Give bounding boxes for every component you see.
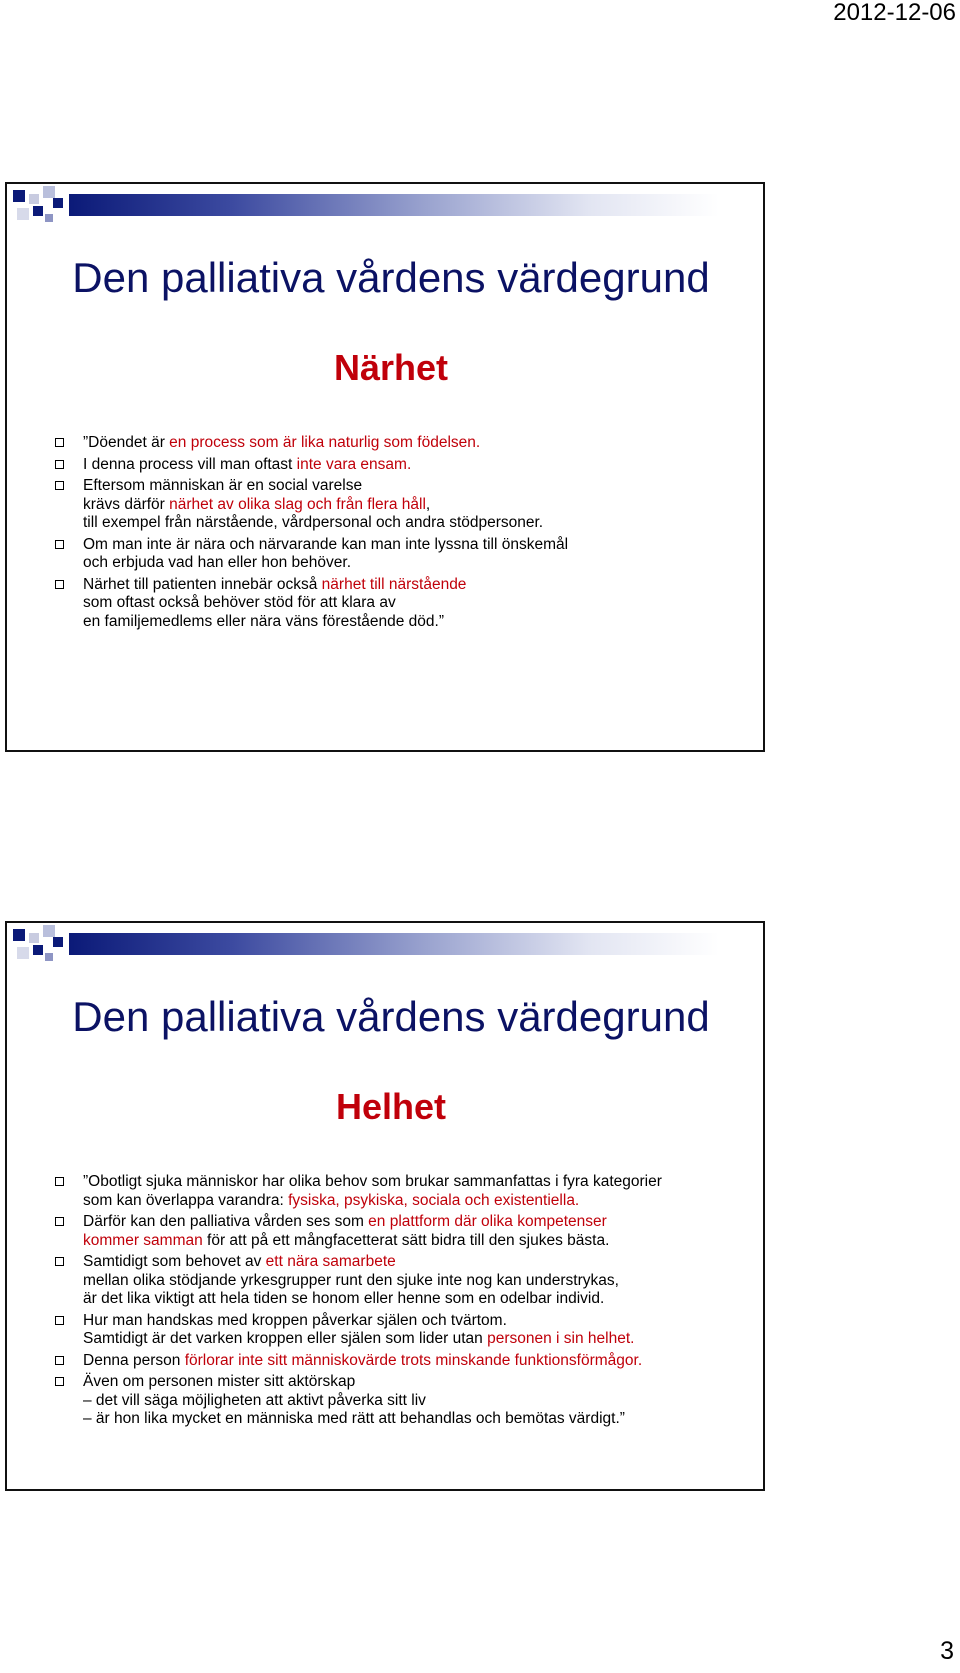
bullet-line (83, 1410, 747, 1429)
square-bullet-icon (55, 1377, 64, 1386)
bullet-item (47, 477, 747, 533)
bullet-line (83, 477, 747, 496)
slide-narhet (5, 182, 765, 752)
bullet-line (83, 1330, 747, 1349)
bullet-line (83, 496, 747, 515)
bullet-item (47, 456, 747, 475)
square-bullet-icon (55, 438, 64, 447)
square-bullet-icon (55, 481, 64, 490)
slide-subtitle: Helhet (335, 1086, 447, 1127)
square-bullet-icon (55, 1356, 64, 1365)
highlighted-text: förlorar inte sitt människovärde trots minskande funktionsförmågor. (184, 1351, 643, 1369)
bullet-text: Därför kan den palliativa vården ses som (83, 1213, 369, 1230)
highlighted-text: kommer samman (83, 1231, 203, 1249)
page-number: 3 (940, 1637, 954, 1665)
bullet-line (83, 1272, 747, 1291)
bullet-line (83, 1232, 747, 1251)
highlighted-text: en plattform där olika kompetenser (368, 1213, 607, 1230)
bullet-line (83, 576, 747, 595)
slide-helhet (5, 921, 765, 1491)
square-bullet-icon (55, 1177, 64, 1186)
bullet-text: ”Obotligt sjuka människor har olika behov som brukar sammanfattas i fyra kategorier (83, 1173, 662, 1190)
highlighted-text: inte vara ensam. (296, 455, 412, 473)
bullet-line (83, 1352, 747, 1371)
bullet-text: Samtidigt är det varken kroppen eller själen som lider utan (83, 1330, 488, 1347)
bullet-text: mellan olika stödjande yrkesgrupper runt den sjuke inte nog kan understrykas, (83, 1271, 619, 1289)
bullet-text: och erbjuda vad han eller hon behöver. (83, 554, 352, 571)
bullet-line (83, 514, 747, 533)
bullet-text: – det vill säga möjligheten att aktivt påverka sitt liv (83, 1391, 426, 1409)
bullet-item (47, 536, 747, 573)
bullet-text: krävs därför (83, 495, 170, 513)
bullet-line (83, 1253, 747, 1272)
bullet-line (83, 1192, 747, 1211)
highlighted-text: närhet av olika slag och från flera håll (169, 495, 426, 513)
slide-decoration (7, 184, 765, 228)
square-bullet-icon (55, 1217, 64, 1226)
bullet-text: är det lika viktigt att hela tiden se honom eller henne som en odelbar individ. (83, 1290, 605, 1307)
bullet-text: Samtidigt som behovet av (83, 1253, 266, 1270)
bullet-item (47, 576, 747, 632)
square-bullet-icon (55, 580, 64, 589)
bullet-text: Om man inte är nära och närvarande kan man inte lyssna till önskemål (83, 535, 569, 553)
bullet-line (83, 434, 747, 453)
bullet-text: till exempel från närstående, vårdpersonal och andra stödpersoner. (83, 514, 544, 531)
bullet-item (47, 1253, 747, 1309)
bullet-text: Denna person (83, 1351, 185, 1369)
bullet-line (83, 1290, 747, 1309)
bullet-item (47, 1213, 747, 1250)
bullet-text: Närhet till patienten innebär också (83, 575, 322, 593)
bullet-list (47, 434, 747, 634)
bullet-text: ”Döendet är (83, 434, 170, 451)
bullet-item (47, 1352, 747, 1371)
square-bullet-icon (55, 1316, 64, 1325)
square-bullet-icon (55, 460, 64, 469)
bullet-item (47, 1173, 747, 1210)
square-bullet-icon (55, 1257, 64, 1266)
slide-decoration (7, 923, 765, 967)
page-date: 2012-12-06 (833, 0, 956, 26)
bullet-line (83, 594, 747, 613)
bullet-item (47, 1312, 747, 1349)
bullet-text: som oftast också behöver stöd för att klara av (83, 594, 396, 611)
bullet-text: för att på ett mångfacetterat sätt bidra till den sjukes bästa. (202, 1231, 610, 1249)
bullet-line (83, 1312, 747, 1331)
highlighted-text: en process som är lika naturlig som födelsen. (169, 434, 481, 451)
bullet-line (83, 536, 747, 555)
bullet-text: Eftersom människan är en social varelse (83, 477, 363, 494)
bullet-line (83, 1173, 747, 1192)
highlighted-text: ett nära samarbete (265, 1253, 396, 1270)
bullet-line (83, 554, 747, 573)
slide-subtitle: Närhet (333, 347, 449, 388)
bullet-text: Hur man handskas med kroppen påverkar själen och tvärtom. (83, 1311, 507, 1329)
bullet-line (83, 613, 747, 632)
slide-title: Den palliativa vårdens värdegrund (72, 993, 710, 1040)
bullet-text: som kan överlappa varandra: (83, 1191, 289, 1209)
bullet-item (47, 434, 747, 453)
bullet-line (83, 456, 747, 475)
highlighted-text: personen i sin helhet. (487, 1330, 635, 1347)
bullet-text: I denna process vill man oftast (83, 455, 297, 473)
bullet-list (47, 1173, 747, 1432)
bullet-line (83, 1392, 747, 1411)
slide-title: Den palliativa vårdens värdegrund (72, 254, 710, 301)
highlighted-text: fysiska, psykiska, sociala och existentiella. (288, 1191, 580, 1209)
square-bullet-icon (55, 540, 64, 549)
bullet-text: en familjemedlems eller nära väns förestående död.” (83, 612, 444, 630)
bullet-item (47, 1373, 747, 1429)
highlighted-text: närhet till närstående (321, 575, 467, 593)
bullet-line (83, 1373, 747, 1392)
bullet-text: Även om personen mister sitt aktörskap (83, 1373, 356, 1390)
bullet-text: – är hon lika mycket en människa med rätt att behandlas och bemötas värdigt.” (83, 1410, 625, 1427)
bullet-text: , (425, 495, 431, 513)
bullet-line (83, 1213, 747, 1232)
